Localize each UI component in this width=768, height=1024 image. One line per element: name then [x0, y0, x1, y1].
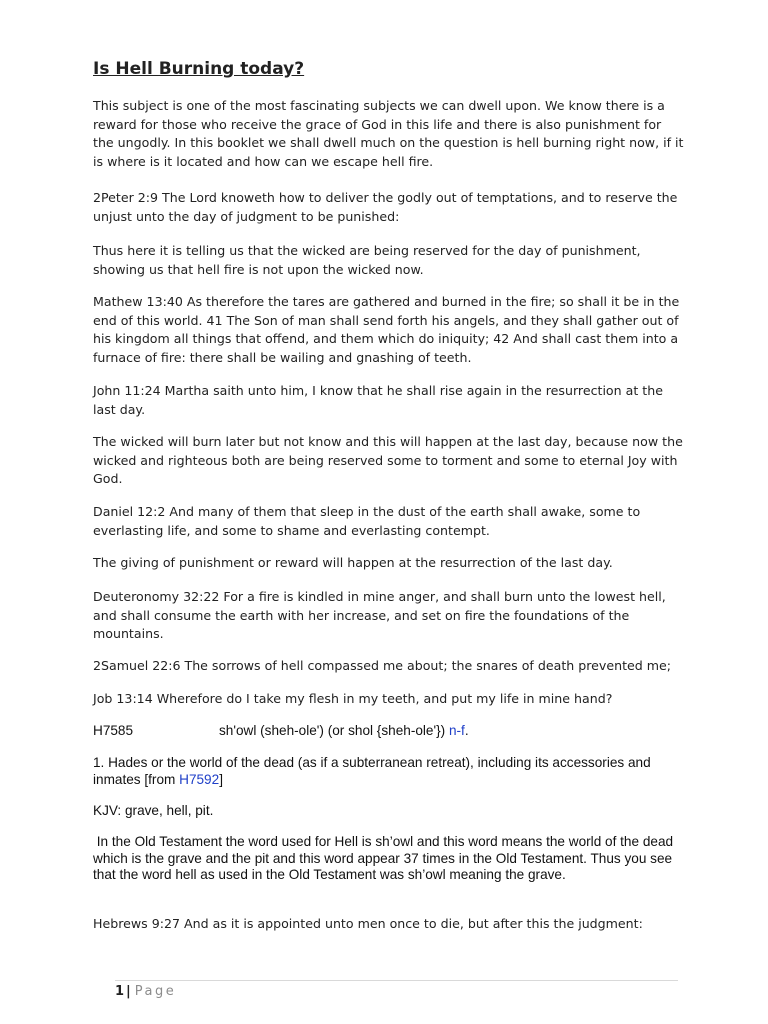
verse-2samuel: 2Samuel 22:6 The sorrows of hell compassed me about; the snares of death prevented me; [93, 658, 672, 673]
verse-job: Job 13:14 Wherefore do I take my flesh in my teeth, and put my life in mine hand? [93, 691, 613, 706]
definition-close: ] [219, 771, 223, 787]
strongs-definition [93, 755, 685, 788]
strongs-entry-header [93, 723, 685, 740]
document-title: Is Hell Burning today? [93, 59, 305, 79]
verse-hebrews: Hebrews 9:27 And as it is appointed unto men once to die, but after this the judgment: [93, 916, 643, 931]
strongs-period: . [464, 723, 469, 738]
verse-2peter: 2Peter 2:9 The Lord knoweth how to deliver the godly out of temptations, and to reserve the unjust unto the day of judgment to be punished: [93, 190, 678, 224]
definition-text: 1. Hades or the world of the dead (as if a subterranean retreat), including its accessories and inmates [from [93, 755, 651, 787]
verse-mathew: Mathew 13:40 As therefore the tares are gathered and burned in the fire; so shall it be in the end of this world. 41 The Son of man shall send forth his angels, and they shall gather out of his kingdom all things that offend, and them which do iniquity; 42 And shall cast them into a furnace of fire: there shall be wailing and gnashing of teeth. [93, 294, 680, 365]
page-label: Page [134, 984, 177, 999]
commentary-paragraph-3: The giving of punishment or reward will happen at the resurrection of the last day. [93, 555, 613, 570]
explanation-paragraph: In the Old Testament the word used for Hell is sh’owl and this word means the world of the dead which is the grave and the pit and this word appear 37 times in the Old Testament. Thus you see that the word hell as used in the Old Testament was sh’owl meaning the grave. [93, 834, 677, 883]
commentary-paragraph-2: The wicked will burn later but not know and this will happen at the last day, because now the wicked and righteous both are being reserved some to torment and some to eternal Joy with God. [93, 434, 683, 486]
footer-divider [115, 980, 678, 981]
commentary-paragraph-1: Thus here it is telling us that the wicked are being reserved for the day of punishment, showing us that hell fire is not upon the wicked now. [93, 243, 641, 277]
footer-separator: | [126, 984, 131, 999]
verse-daniel: Daniel 12:2 And many of them that sleep in the dust of the earth shall awake, some to everlasting life, and some to shame and everlasting contempt. [93, 504, 641, 538]
page-number: 1 [115, 984, 125, 999]
cross-reference-link[interactable]: H7592 [179, 771, 220, 787]
page-footer [115, 983, 176, 1001]
strongs-number: H7585 [93, 723, 134, 738]
kjv-translations: KJV: grave, hell, pit. [93, 803, 214, 818]
strongs-word: sh'owl (sheh-ole') (or shol {sheh-ole'}) [219, 723, 446, 738]
verse-john: John 11:24 Martha saith unto him, I know that he shall rise again in the resurrection at the last day. [93, 383, 663, 417]
verse-deuteronomy: Deuteronomy 32:22 For a fire is kindled in mine anger, and shall burn unto the lowest hell, and shall consume the earth with her increase, and set on fire the foundations of the mountains. [93, 589, 666, 641]
intro-paragraph: This subject is one of the most fascinating subjects we can dwell upon. We know there is a reward for those who receive the grace of God in this life and there is also punishment for the ungodly. In this booklet we shall dwell much on the question is hell burning right now, if it is where is it located and how can we escape hell fire. [93, 98, 684, 169]
part-of-speech-link[interactable]: n-f [448, 723, 465, 738]
